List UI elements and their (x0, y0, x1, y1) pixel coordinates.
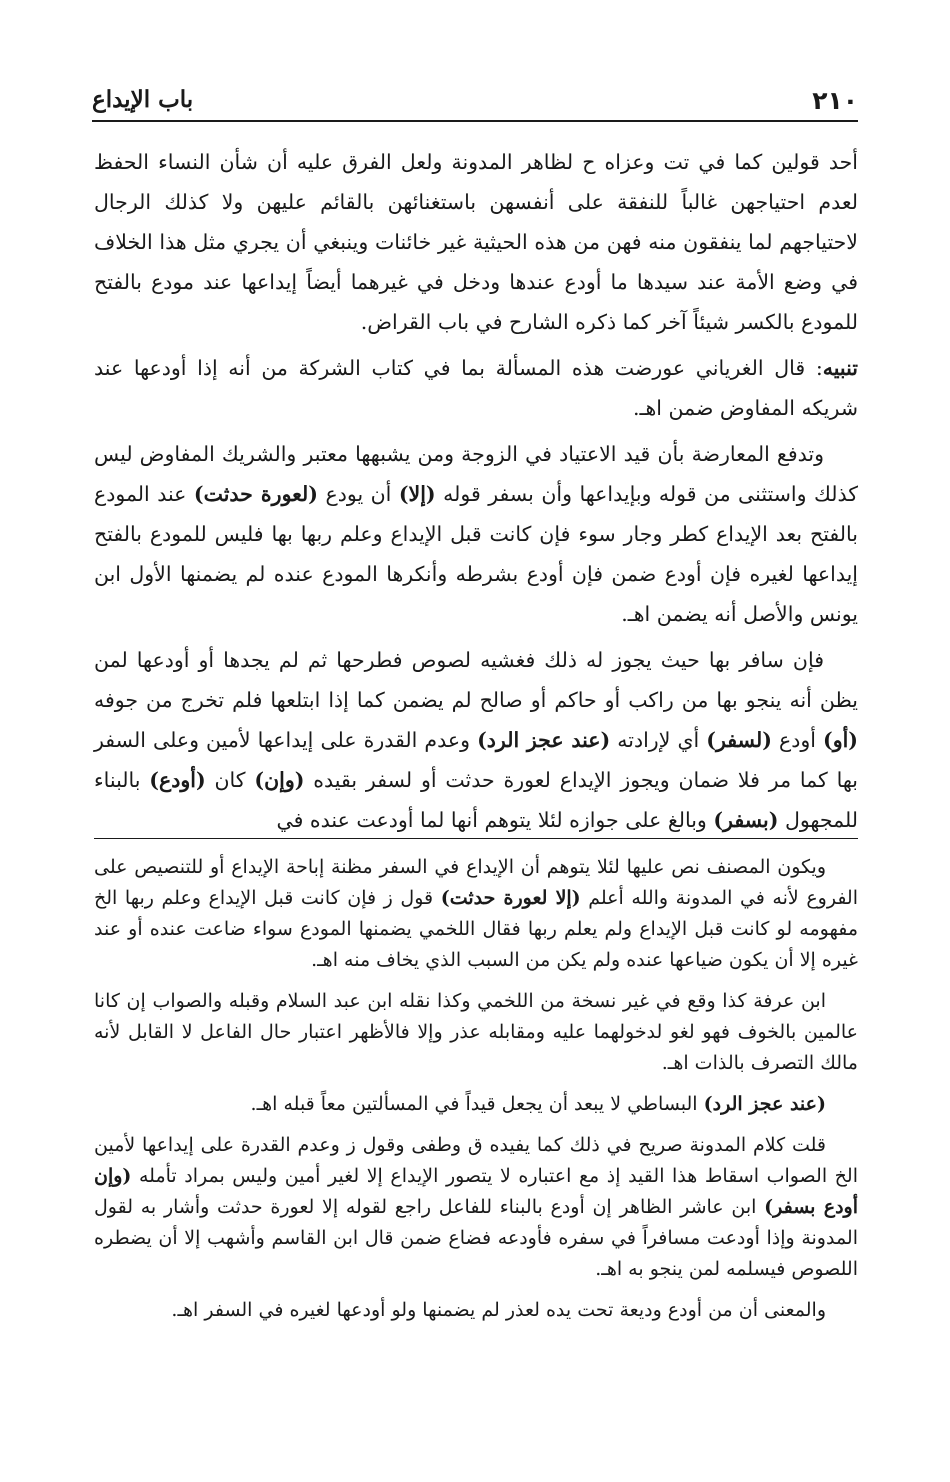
main-paragraph-3 (94, 434, 858, 634)
bold-quote: (أو) (823, 728, 859, 752)
footnote-paragraph-3 (94, 1089, 858, 1120)
chapter-title: باب الإيداع (92, 86, 194, 113)
text-run: والمعنى أن من أودع وديعة تحت يده لعذر لم يضمنها ولو أودعها لغيره في السفر اهـ. (171, 1299, 826, 1321)
bold-quote: (إلا) (398, 482, 436, 506)
page-header (92, 84, 858, 122)
bold-quote: (وإن) (254, 768, 305, 792)
bold-quote: (وإن أودع بسفر) (94, 1165, 858, 1218)
note-label: تنبيه (822, 356, 858, 380)
text-run: ويكون المصنف نص عليها لئلا يتوهم أن الإيداع في السفر مظنة إباحة الإيداع أو للتنصيص على الفروع لأنه في المدونة والله أعلم (94, 856, 859, 909)
bold-quote: (عند عجز الرد) (703, 1093, 826, 1115)
text-run: وبالغ على جوازه لئلا يتوهم أنها لما أودعت عنده في (276, 808, 714, 832)
text-run: قلت كلام المدونة صريح في ذلك كما يفيده ق وطفى وقول ز وعدم القدرة على إيداعها لأمين الخ الصواب اسقاط هذا القيد إذ مع اعتباره لا يتصور الإيداع إلا لغير أمين وليس بمراد تأمله (94, 1134, 858, 1187)
text-run: فإن سافر بها حيث يجوز له ذلك فغشيه لصوص فطرحها ثم لم يجدها أو أودعها لمن يظن أنه ينجو بها من راكب أو حاكم أو صالح لم يضمن كما إذا ابتلعها فلم تخرج من جوفه (94, 648, 858, 712)
bold-quote: (لعورة حدثت) (193, 482, 319, 506)
text-run: بالبناء للمجهول (94, 768, 858, 832)
footnote-divider (94, 838, 858, 839)
footnote-paragraph-5 (94, 1295, 858, 1326)
bold-quote: (إلا لعورة حدثت) (440, 887, 581, 909)
text-run: : قال الغرياني عورضت هذه المسألة بما في كتاب الشركة من أنه إذا أودعها عند شريكه المفاوض ضمن اهـ. (94, 356, 858, 420)
bold-quote: (عند عجز الرد) (477, 728, 611, 752)
footnote-paragraph-2 (94, 986, 858, 1079)
page-number: ٢١٠ (812, 86, 858, 115)
main-paragraph-1 (94, 142, 858, 342)
text-run: أي لإرادته (610, 728, 707, 752)
footnotes (94, 852, 858, 1336)
text-run: ابن عاشر الظاهر إن أودع بالبناء للفاعل راجع لقوله إلا لعورة حدثت وأشار به لقول المدونة وإذا أودعت مسافراً في سفره فأودعه فضاع ضمن قال ابن القاسم وأشهب إلا أن يضطره اللصوص فيسلمه لمن ينجو به اهـ. (94, 1196, 858, 1280)
bold-quote: (أودع) (149, 768, 206, 792)
text-run: ابن عرفة كذا وقع في غير نسخة من اللخمي وكذا نقله ابن عبد السلام وقبله والصواب إن كانا عالمين بالخوف فهو لغو لدخولهما عليه ومقابله عذر وإلا فالأظهر اعتبار حال الفاعل لا القابل لأنه مالك التصرف بالذات اهـ. (94, 990, 858, 1074)
main-text (94, 142, 858, 846)
footnote-paragraph-4 (94, 1130, 858, 1285)
text-run: أحد قولين كما في تت وعزاه ح لظاهر المدونة ولعل الفرق عليه أن شأن النساء الحفظ لعدم احتياجهن غالباً للنفقة على أنفسهن باستغنائهن بالقائم عليهن ولا كذلك الرجال لاحتياجهم لما ينفقون منه فهن من هذه الحيثية غير خائنات وينبغي أن يجري مثل هذا الخلاف في وضع الأمة عند سيدها ما أودع عندها ودخل في غيرهما أيضاً إيداعها عند مودع بالفتح للمودع بالكسر شيئاً آخر كما ذكره الشارح في باب القراض. (94, 150, 859, 334)
text-run: وتدفع المعارضة بأن قيد الاعتياد في الزوجة ومن يشبهها معتبر والشريك المفاوض ليس كذلك واستثنى من قوله وبإيداعها وأن بسفر قوله (94, 442, 858, 506)
main-paragraph-2 (94, 348, 858, 428)
main-paragraph-4 (94, 640, 858, 840)
text-run: كان (205, 768, 255, 792)
bold-quote: (لسفر) (706, 728, 772, 752)
text-run: البساطي لا يبعد أن يجعل قيداً في المسألتين معاً قبله اهـ. (250, 1093, 704, 1115)
text-run: قول ز فإن كانت قبل الإيداع وعلم ربها الخ مفهومه لو كانت قبل الإيداع ولم يعلم ربها فقال اللخمي يضمنها المودع سواء ضاعت عنده أو عند غيره إلا أن يكون ضياعها عنده ولم يكن من السبب الذي يخاف منه اهـ. (94, 887, 858, 971)
bold-quote: (بسفر) (713, 808, 779, 832)
text-run: أودع (771, 728, 824, 752)
text-run: وعدم القدرة على إيداعها لأمين وعلى السفر بها كما مر فلا ضمان ويجوز الإيداع لعورة حدثت أو لسفر بقيده (94, 728, 858, 792)
footnote-paragraph-1 (94, 852, 858, 976)
text-run: أن يودع (318, 482, 399, 506)
text-run: عند المودع بالفتح بعد الإيداع كطر وجار سوء فإن كانت قبل الإيداع وعلم ربها بها فليس للمودع بالفتح إيداعها لغيره فإن أودع ضمن فإن أودع بشرطه وأنكرها المودع عنده لم يضمنها الأول ابن يونس والأصل أنه يضمن اهـ. (94, 482, 858, 626)
